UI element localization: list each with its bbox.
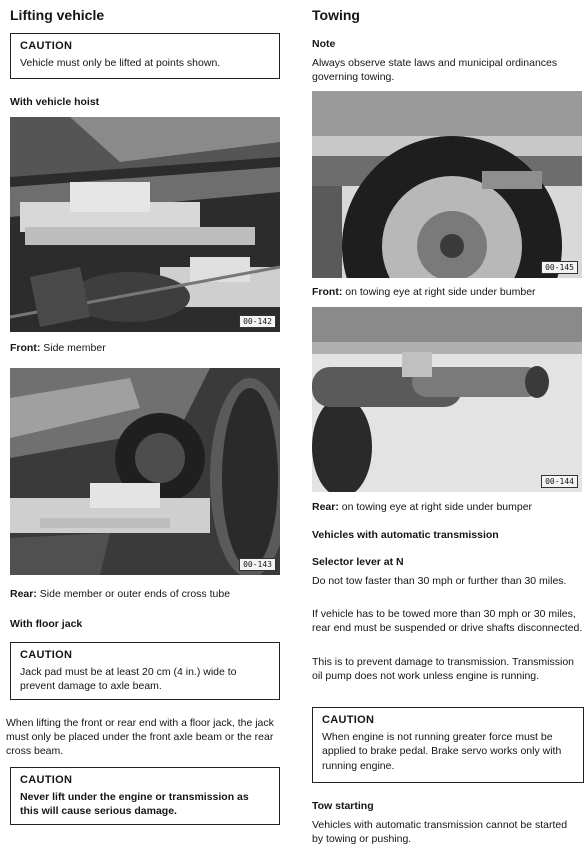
caution-box-brake	[312, 707, 584, 783]
figure-id: 00-145	[541, 261, 578, 274]
photo-rear-cross-tube	[10, 368, 280, 575]
caption-text: on towing eye at right side under bumper	[338, 501, 533, 513]
tow-starting-heading: Tow starting	[312, 800, 374, 812]
caution-title: CAUTION	[20, 774, 73, 786]
photo-front-towing-eye	[312, 91, 582, 278]
hoist-heading: With vehicle hoist	[10, 96, 100, 108]
caption-text: on towing eye at right side under bumber	[342, 286, 536, 298]
caption-text: Side member	[40, 342, 106, 354]
note-heading: Note	[312, 38, 336, 50]
photo-rear-towing-eye	[312, 307, 582, 492]
caption-label: Rear:	[312, 501, 339, 513]
note-text: Always observe state laws and municipal ordinances governing towing.	[312, 57, 558, 84]
right-page-title: Towing	[312, 7, 360, 23]
figure-id: 00-142	[239, 315, 276, 328]
caution-box-jack-pad	[10, 642, 280, 700]
caution-title: CAUTION	[20, 40, 73, 52]
figure-id: 00-144	[541, 475, 578, 488]
photo-front-side-member	[10, 117, 280, 332]
caution-title: CAUTION	[20, 649, 73, 661]
front-caption	[10, 342, 106, 356]
caution-text: When engine is not running greater force must be applied to brake pedal. Brake servo works only with running engine.	[322, 731, 562, 772]
caption-text: Side member or outer ends of cross tube	[36, 588, 231, 600]
caption-label: Rear:	[10, 588, 37, 600]
caption-label: Front:	[10, 342, 41, 354]
floor-jack-heading: With floor jack	[10, 618, 83, 630]
automatic-transmission-heading: Vehicles with automatic transmission	[312, 529, 499, 541]
selector-lever-heading: Selector lever at N	[312, 556, 404, 568]
caution-box-engine	[10, 767, 280, 825]
transmission-damage-text: This is to prevent damage to transmission. Transmission oil pump does not work unless engine is running.	[312, 656, 575, 683]
caution-box-lift-points	[10, 33, 280, 79]
rear-towing-caption	[312, 501, 532, 515]
caution-text: Jack pad must be at least 20 cm (4 in.) wide to prevent damage to axle beam.	[20, 666, 237, 693]
tow-speed-text: Do not tow faster than 30 mph or further than 30 miles.	[312, 575, 567, 587]
left-page-title: Lifting vehicle	[10, 7, 105, 23]
caption-label: Front:	[312, 286, 343, 298]
caution-title: CAUTION	[322, 714, 375, 726]
figure-id: 00-143	[239, 558, 276, 571]
front-towing-caption	[312, 286, 536, 300]
caution-text: Never lift under the engine or transmission as this will cause serious damage.	[20, 791, 249, 818]
rear-caption	[10, 588, 230, 602]
caution-text: Vehicle must only be lifted at points shown.	[20, 57, 221, 70]
floor-jack-text: When lifting the front or rear end with a floor jack, the jack must only be placed under the front axle beam or the rear cross beam.	[6, 717, 274, 758]
tow-starting-text: Vehicles with automatic transmission cannot be started by towing or pushing.	[312, 819, 568, 846]
tow-distance-text: If vehicle has to be towed more than 30 mph or 30 miles, rear end must be suspended or drive shafts disconnected.	[312, 608, 583, 635]
